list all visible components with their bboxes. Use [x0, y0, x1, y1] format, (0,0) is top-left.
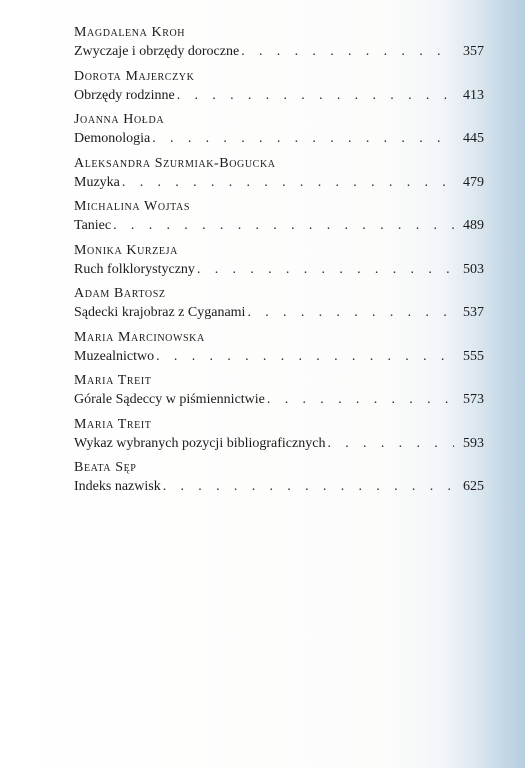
toc-entry — [74, 198, 484, 242]
entry-page-number: 489 — [463, 218, 484, 233]
entry-line — [74, 434, 484, 453]
entry-title: Demonologia — [74, 131, 151, 146]
toc-entry — [74, 111, 484, 155]
toc-entry — [74, 329, 484, 373]
toc-entry — [74, 155, 484, 199]
entry-page-number: 573 — [463, 392, 484, 407]
entry-line — [74, 129, 484, 148]
toc-entry — [74, 416, 484, 460]
entry-author: Dorota Majerczyk — [74, 68, 195, 84]
entry-page-number: 555 — [463, 348, 484, 364]
entry-page-number: 479 — [463, 174, 484, 190]
entry-page-number: 503 — [463, 261, 484, 277]
dot-leader — [247, 303, 454, 322]
entry-author: Maria Treit — [74, 373, 152, 388]
entry-author: Monika Kurzeja — [74, 242, 178, 258]
dot-leader — [177, 86, 454, 105]
entry-author: Adam Bartosz — [74, 286, 166, 301]
entry-page-number: 445 — [463, 131, 484, 146]
dot-leader — [197, 260, 454, 279]
dot-leader — [156, 347, 454, 366]
dot-leader — [113, 216, 454, 235]
entry-title: Sądecki krajobraz z Cyganami — [74, 305, 246, 320]
toc-entry — [74, 372, 484, 416]
toc-entry — [74, 285, 484, 329]
entry-line — [74, 86, 484, 105]
entry-title: Górale Sądeccy w piśmiennictwie — [74, 392, 265, 407]
entry-line — [74, 390, 484, 409]
entry-page-number: 593 — [463, 435, 484, 451]
toc-entry — [74, 242, 484, 286]
entry-author: Beata Sęp — [74, 460, 137, 475]
entry-author: Joanna Hołda — [74, 112, 165, 127]
entry-title: Taniec — [74, 218, 112, 233]
entry-line — [74, 173, 484, 192]
toc-entry — [74, 459, 484, 503]
entry-page-number: 537 — [463, 305, 484, 320]
toc-entry — [74, 24, 484, 68]
dot-leader — [327, 434, 454, 453]
table-of-contents — [74, 24, 484, 503]
entry-title: Muzealnictwo — [74, 348, 155, 364]
entry-line — [74, 260, 484, 279]
entry-page-number: 625 — [463, 479, 484, 494]
entry-line — [74, 347, 484, 366]
dot-leader — [152, 129, 454, 148]
entry-title: Ruch folklorystyczny — [74, 261, 195, 277]
entry-line — [74, 477, 484, 496]
entry-page-number: 357 — [463, 44, 484, 59]
dot-leader — [163, 477, 454, 496]
dot-leader — [241, 42, 454, 61]
toc-entry — [74, 68, 484, 112]
entry-author: Michalina Wojtas — [74, 199, 191, 214]
entry-title: Zwyczaje i obrzędy doroczne — [74, 44, 240, 59]
entry-title: Muzyka — [74, 174, 120, 190]
dot-leader — [267, 390, 454, 409]
dot-leader — [122, 173, 454, 192]
entry-author: Maria Treit — [74, 416, 152, 432]
entry-author: Aleksandra Szurmiak-Bogucka — [74, 155, 276, 171]
entry-line — [74, 303, 484, 322]
entry-line — [74, 216, 484, 235]
entry-title: Wykaz wybranych pozycji bibliograficznych — [74, 435, 326, 451]
entry-page-number: 413 — [463, 87, 484, 103]
entry-title: Indeks nazwisk — [74, 479, 161, 494]
entry-author: Maria Marcinowska — [74, 329, 205, 345]
entry-line — [74, 42, 484, 61]
entry-author: Magdalena Kroh — [74, 25, 186, 40]
entry-title: Obrzędy rodzinne — [74, 87, 175, 103]
